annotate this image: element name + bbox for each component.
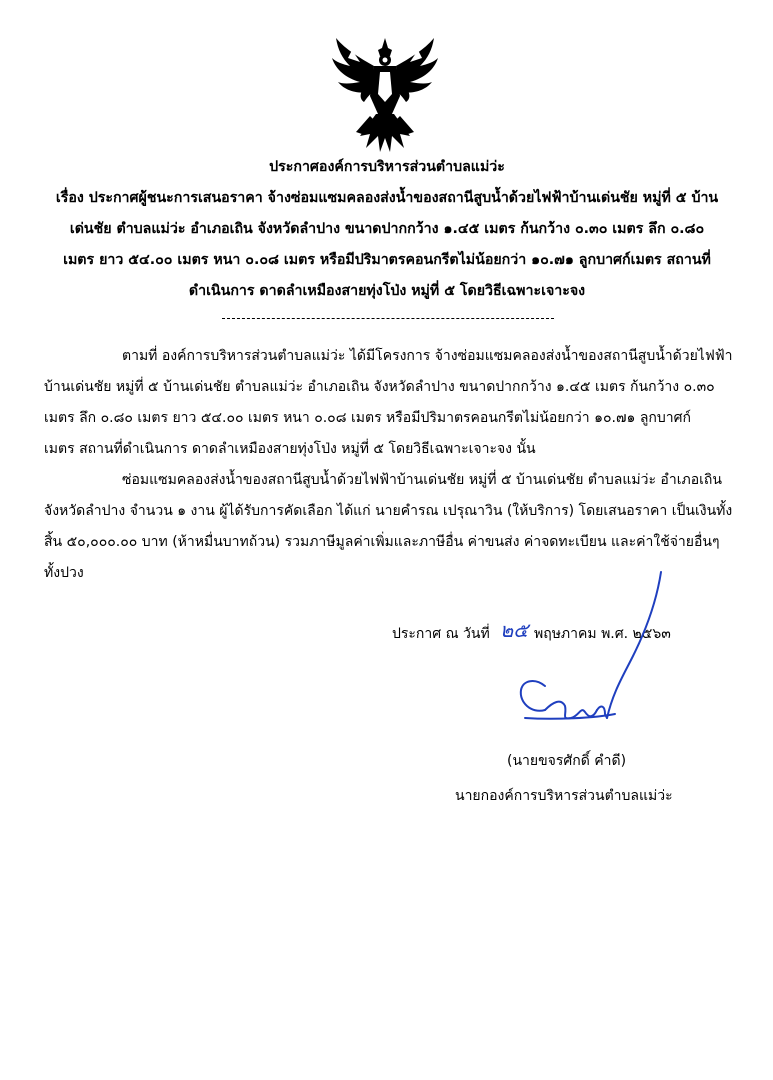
signer-title: นายกองค์การบริหารส่วนตำบลแม่ว่ะ [455, 788, 673, 804]
para2-line-4: ทั้งปวง [44, 565, 84, 581]
para1-line-3: เมตร ลึก ๐.๘๐ เมตร ยาว ๕๔.๐๐ เมตร หนา ๐.๐๘ เมตร หรือมีปริมาตรคอนกรีตไม่น้อยกว่า ๑๐.๗๑ ลูกบาศก์ [44, 410, 691, 426]
handwritten-day: ๒๕ [500, 618, 529, 642]
para2-line-3: สิ้น ๕๐,๐๐๐.๐๐ บาท (ห้าหมื่นบาทถ้วน) รวมภาษีมูลค่าเพิ่มและภาษีอื่น ค่าขนส่ง ค่าจดทะเบียน และค่าใช้จ่ายอื่นๆ [44, 534, 720, 550]
subject-line-3: เมตร ยาว ๕๔.๐๐ เมตร หนา ๐.๐๘ เมตร หรือมีปริมาตรคอนกรีตไม่น้อยกว่า ๑๐.๗๑ ลูกบาศก์เมตร สถานที่ [63, 252, 711, 268]
subject-line-4: ดำเนินการ ดาดลำเหมืองสายทุ่งโป่ง หมู่ที่ ๕ โดยวิธีเฉพาะเจาะจง [188, 283, 586, 299]
subject-line-2: เด่นชัย ตำบลแม่ว่ะ อำเภอเถิน จังหวัดลำปาง ขนาดปากกว้าง ๑.๔๕ เมตร ก้นกว้าง ๐.๓๐ เมตร ลึก ๐.๘๐ [69, 221, 705, 237]
para2-line-1: ซ่อมแซมคลองส่งน้ำของสถานีสูบน้ำด้วยไฟฟ้าบ้านเด่นชัย หมู่ที่ ๕ บ้านเด่นชัย ตำบลแม่ว่ะ อำเภอเถิน [122, 472, 722, 488]
document-org-heading: ประกาศองค์การบริหารส่วนตำบลแม่ว่ะ [269, 159, 505, 175]
para1-line-1: ตามที่ องค์การบริหารส่วนตำบลแม่ว่ะ ได้มีโครงการ จ้างซ่อมแซมคลองส่งน้ำของสถานีสูบน้ำด้วยไฟฟ้า [122, 348, 733, 364]
month-year: พฤษภาคม พ.ศ. ๒๕๖๓ [534, 626, 671, 642]
subject-line-1: เรื่อง ประกาศผู้ชนะการเสนอราคา จ้างซ่อมแซมคลองส่งน้ำของสถานีสูบน้ำด้วยไฟฟ้าบ้านเด่นชัย หมู่ที่ ๕ บ้าน [55, 190, 719, 206]
garuda-emblem [330, 36, 440, 154]
para1-line-2: บ้านเด่นชัย หมู่ที่ ๕ บ้านเด่นชัย ตำบลแม่ว่ะ อำเภอเถิน จังหวัดลำปาง ขนาดปากกว้าง ๑.๔๕ เมตร ก้นกว้าง ๐.๓๐ [44, 379, 715, 395]
para1-line-4: เมตร สถานที่ดำเนินการ ดาดลำเหมืองสายทุ่งโป่ง หมู่ที่ ๕ โดยวิธีเฉพาะเจาะจง นั้น [44, 441, 536, 457]
signer-name: (นายขจรศักดิ์ คำดี) [507, 753, 627, 769]
para2-line-2: จังหวัดลำปาง จำนวน ๑ งาน ผู้ได้รับการคัดเลือก ได้แก่ นายคำรณ เปรุณาวิน (ให้บริการ) โดยเสนอราคา เป็นเงินทั้ง [44, 503, 733, 519]
divider [222, 318, 554, 319]
announce-prefix: ประกาศ ณ วันที่ [392, 626, 490, 642]
signature [505, 568, 675, 743]
